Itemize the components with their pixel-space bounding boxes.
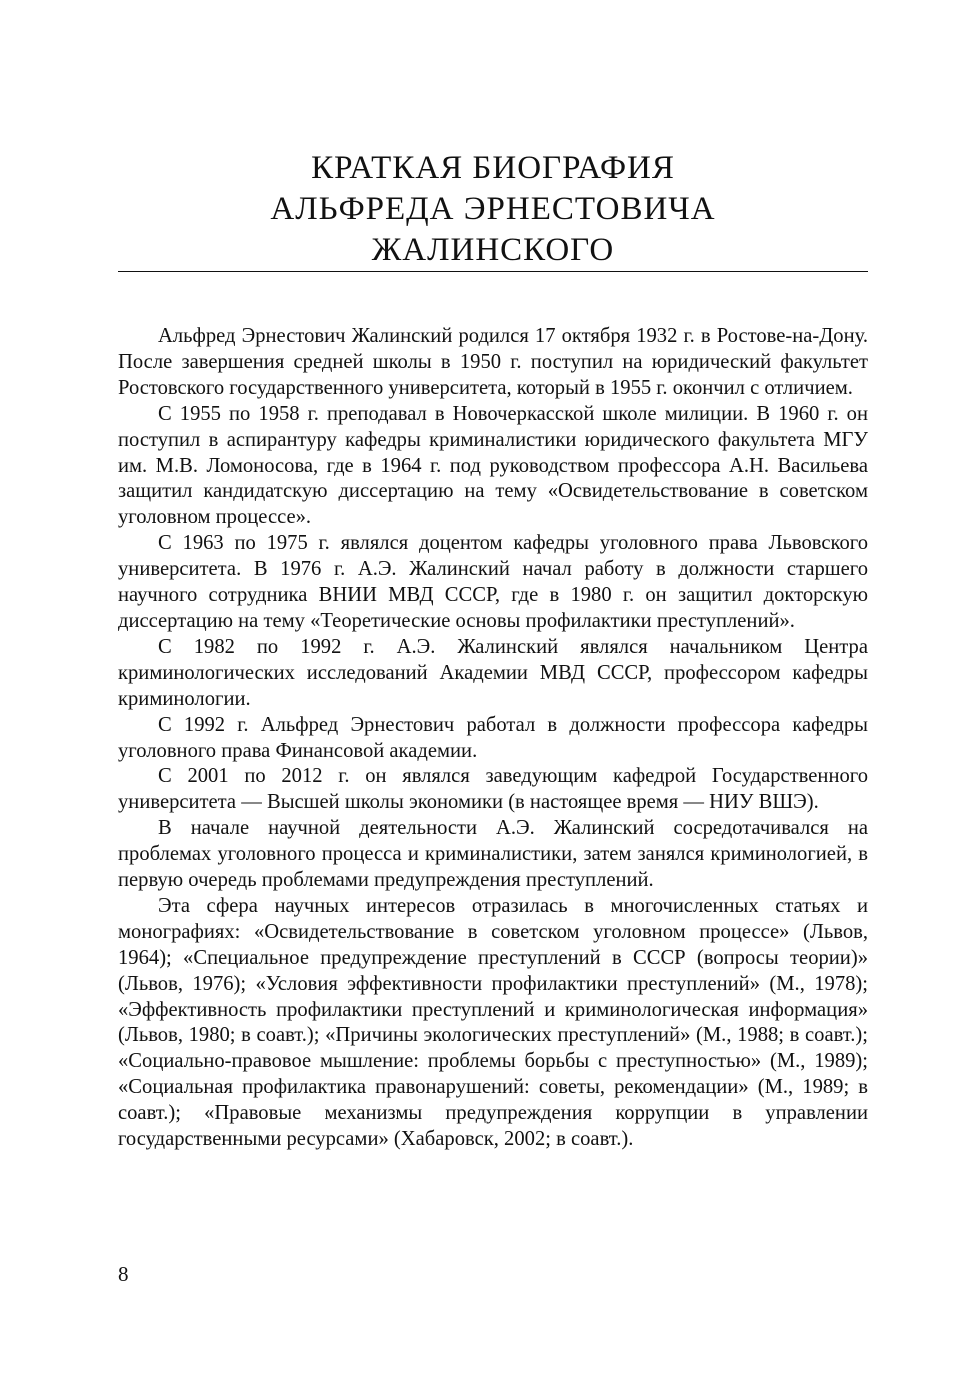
paragraph: С 1955 по 1958 г. преподавал в Новочеркасской школе милиции. В 1960 г. он поступил в аспирантуру кафедры криминалистики юридического факультета МГУ им. М.В. Ломоносова, где в 1964 г. под руководством профессора А.Н. Васильева защитил кандидатскую диссертацию на тему «Освидетельствование в советском уголовном процессе». bbox=[118, 402, 868, 529]
paragraph: С 1982 по 1992 г. А.Э. Жалинский являлся начальником Центра криминологических исследований Академии МВД СССР, профессором кафедры криминологии. bbox=[118, 635, 868, 710]
paragraph: Эта сфера научных интересов отразилась в многочисленных статьях и монографиях: «Освидетельствование в советском уголовном процессе» (Львов, 1964); «Специальное предупреждение преступлений в СССР (вопросы теории)» (Львов, 1976); «Условия эффективности профилактики преступлений» (М., 1978); «Эффективность профилактики преступлений и криминологическая информация» (Львов, 1980; в соавт.); «Причины экологических преступлений» (М., 1988; в соавт.); «Социально-правовое мышление: проблемы борьбы с преступностью» (М., 1989); «Социальная профилактика правонарушений: советы, рекомендации» (М., 1989; в соавт.); «Правовые механизмы предупреждения коррупции в управлении государственными ресурсами» (Хабаровск, 2002; в соавт.). bbox=[118, 894, 868, 1151]
paragraph: С 1963 по 1975 г. являлся доцентом кафедры уголовного права Львовского университета. В 1976 г. А.Э. Жалинский начал работу в должности старшего научного сотрудника ВНИИ МВД СССР, где в 1980 г. он защитил докторскую диссертацию на тему «Теоретические основы профилактики преступлений». bbox=[118, 532, 868, 632]
paragraph: С 1992 г. Альфред Эрнестович работал в должности профессора кафедры уголовного права Финансовой академии. bbox=[118, 713, 868, 762]
paragraph: В начале научной деятельности А.Э. Жалинский сосредотачивался на проблемах уголовного процесса и криминалистики, затем занялся криминологией, в первую очередь проблемами предупреждения преступлений. bbox=[118, 817, 868, 892]
title-line: КРАТКАЯ БИОГРАФИЯ bbox=[311, 150, 675, 186]
page-title bbox=[118, 148, 868, 271]
page-number: 8 bbox=[118, 1262, 129, 1286]
paragraph: С 2001 по 2012 г. он являлся заведующим кафедрой Государственного университета — Высшей школы экономики (в настоящее время — НИУ ВШЭ). bbox=[118, 765, 868, 814]
biography-text bbox=[118, 324, 868, 1153]
title-line: ЖАЛИНСКОГО bbox=[371, 232, 615, 268]
title-divider bbox=[118, 271, 868, 272]
paragraph: Альфред Эрнестович Жалинский родился 17 октября 1932 г. в Ростове-на-Дону. После завершения средней школы в 1950 г. поступил на юридический факультет Ростовского государственного университета, который в 1955 г. окончил с отличием. bbox=[118, 325, 868, 399]
title-line: АЛЬФРЕДА ЭРНЕСТОВИЧА bbox=[270, 191, 716, 227]
